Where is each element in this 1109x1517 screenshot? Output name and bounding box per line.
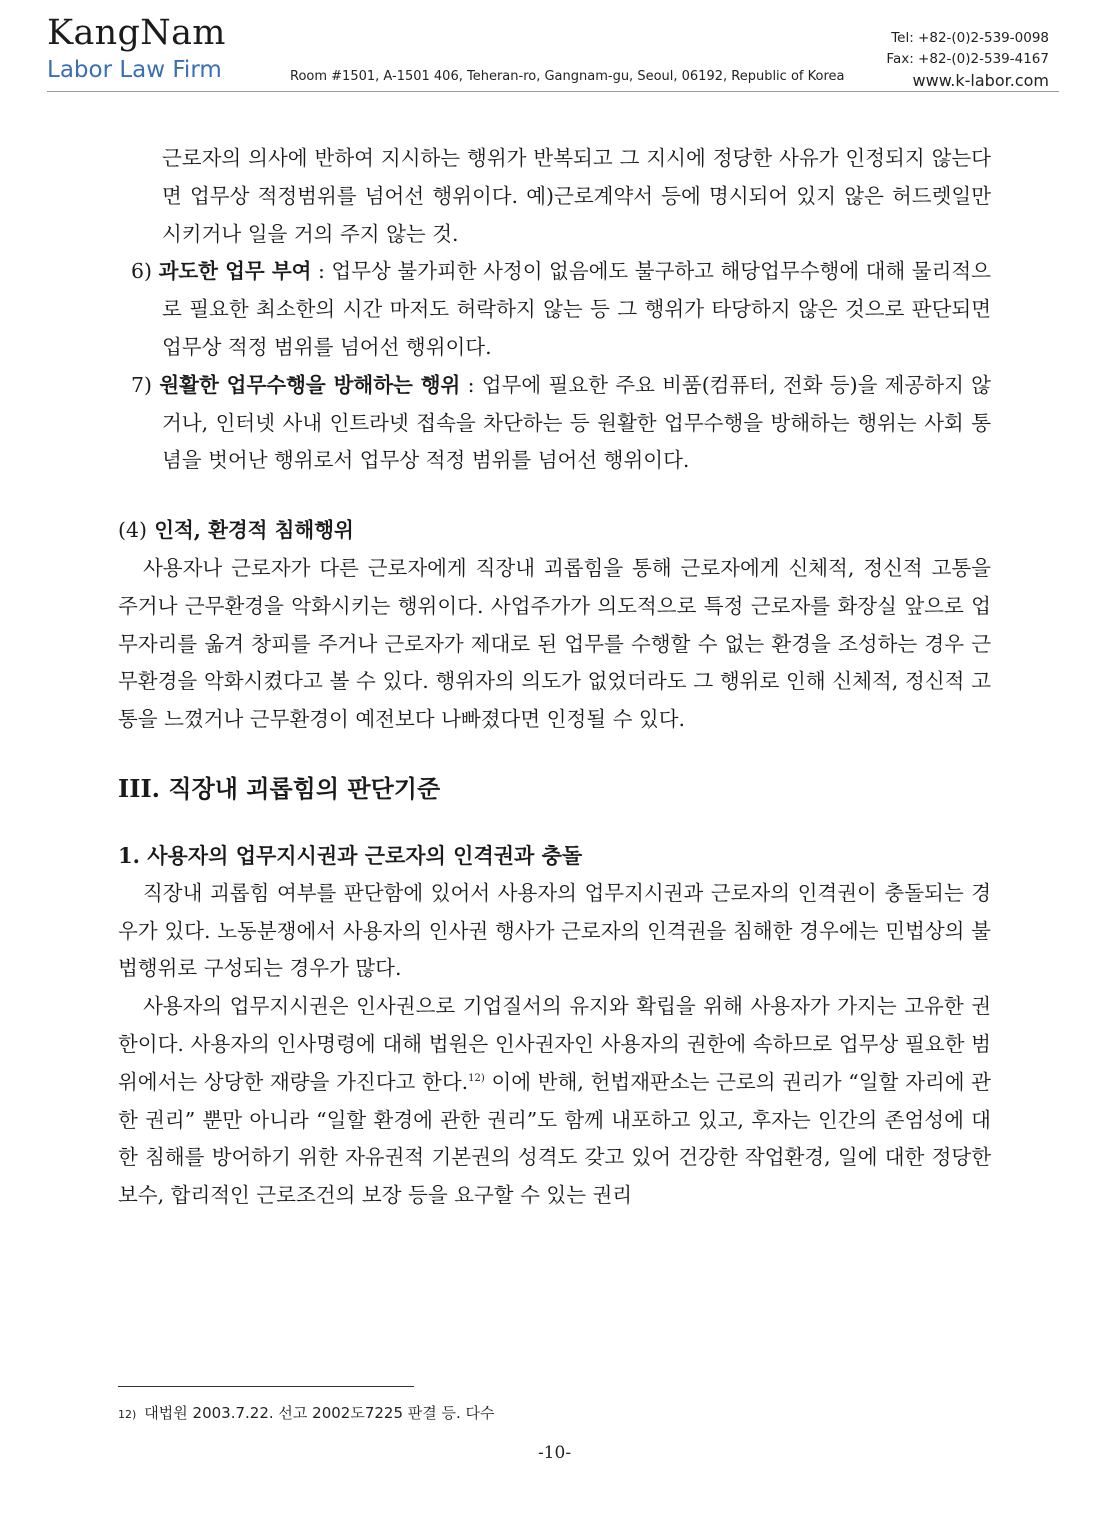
paragraph-text: 이에 반해, 헌법재판소는 근로의 권리가 “일할 자리에 관한 권리” 뿐만 아니라 “일할 환경에 관한 권리”도 함께 내포하고 있고, 후자는 인간의 존엄성에 대한 침해를 방어하기 위한 자유권적 기본권의 성격도 갖고 있어 건강한 작업환경, 일에 대한 정당한 보수, 합리적인 근로조건의 보장 등을 요구할 수 있는 권리 — [118, 1069, 991, 1208]
footnote-mark: 12) — [118, 1408, 137, 1421]
item-text: : 업무상 불가피한 사정이 없음에도 불구하고 해당업무수행에 대해 물리적으로 필요한 최소한의 시간 마저도 허락하지 않는 등 그 행위가 타당하지 않은 것으로 판단되면 업무상 적정 범위를 넘어선 행위이다. — [162, 259, 991, 359]
item-title: 과도한 업무 부여 — [158, 259, 312, 284]
fax-number: Fax: +82-(0)2-539-4167 — [886, 51, 1049, 67]
item-number: 6) — [131, 259, 153, 284]
firm-address: Room #1501, A-1501 406, Teheran-ro, Gangnam-gu, Seoul, 06192, Republic of Korea — [290, 69, 845, 84]
firm-logo — [47, 14, 226, 84]
item-title: 원활한 업무수행을 방해하는 행위 — [159, 372, 461, 397]
page-number: -10- — [537, 1443, 572, 1463]
continuation-paragraph: 근로자의 의사에 반하여 지시하는 행위가 반복되고 그 지시에 정당한 사유가 인정되지 않는다면 업무상 적정범위를 넘어선 행위이다. 예)근로계약서 등에 명시되어 있지 않은 허드렛일만 시키거나 일을 거의 주지 않는 것. — [162, 146, 991, 246]
firm-subtitle: Labor Law Firm — [47, 57, 222, 83]
section-number: (4) — [118, 518, 148, 543]
tel-number: Tel: +82-(0)2-539-0098 — [891, 30, 1049, 46]
section-4-heading — [118, 512, 991, 550]
subsection-1-paragraph-2 — [118, 988, 991, 1215]
item-number: 7) — [131, 372, 153, 397]
footnote-reference[interactable]: 12) — [468, 1072, 485, 1084]
list-item-7 — [118, 367, 991, 480]
contact-info — [886, 28, 1049, 91]
subsection-1-heading: 1. 사용자의 업무지시권과 근로자의 인격권과 충돌 — [118, 842, 583, 868]
subsection-1-paragraph-1: 직장내 괴롭힘 여부를 판단함에 있어서 사용자의 업무지시권과 근로자의 인격권이 충돌되는 경우가 있다. 노동분쟁에서 사용자의 인사권 행사가 근로자의 인격권을 침해한 경우에는 민법상의 불법행위로 구성되는 경우가 많다. — [118, 880, 991, 981]
footnote-text: 대법원 2003.7.22. 선고 2002도7225 판결 등. 다수 — [144, 1404, 495, 1422]
section-4-paragraph: 사용자나 근로자가 다른 근로자에게 직장내 괴롭힘을 통해 근로자에게 신체적, 정신적 고통을 주거나 근무환경을 악화시키는 행위이다. 사업주가가 의도적으로 특정 근로자를 화장실 앞으로 업무자리를 옮겨 창피를 주거나 근로자가 제대로 된 업무를 수행할 수 없는 환경을 조성하는 경우 근무환경을 악화시켰다고 볼 수 있다. 행위자의 의도가 없었더라도 그 행위로 인해 신체적, 정신적 고통을 느꼈거나 근무환경이 예전보다 나빠졌다면 인정될 수 있다. — [118, 555, 991, 732]
item-text: : 업무에 필요한 주요 비품(컴퓨터, 전화 등)을 제공하지 않거나, 인터넷 사내 인트라넷 접속을 차단하는 등 원활한 업무수행을 방해하는 행위는 사회 통념을 벗어난 행위로서 업무상 적정 범위를 넘어선 행위이다. — [162, 372, 991, 473]
paragraph-text: 사용자의 업무지시권은 인사권으로 기업질서의 유지와 확립을 위해 사용자가 가지는 고유한 권한이다. 사용자의 인사명령에 대해 법원은 인사권자인 사용자의 권한에 속하므로 업무상 필요한 범위에서는 상당한 재량을 가진다고 한다. — [118, 994, 991, 1094]
letterhead — [0, 0, 1109, 96]
header-divider — [47, 91, 1059, 92]
footnote-divider — [118, 1386, 414, 1387]
section-title: 인적, 환경적 침해행위 — [154, 518, 354, 543]
section-iii-heading: III. 직장내 괴롭힘의 판단기준 — [118, 773, 441, 803]
firm-name: KangNam — [47, 13, 226, 53]
footnote — [118, 1402, 495, 1423]
website-link[interactable]: www.k-labor.com — [912, 71, 1049, 90]
list-item-6 — [118, 253, 991, 366]
document-body — [118, 140, 991, 1215]
